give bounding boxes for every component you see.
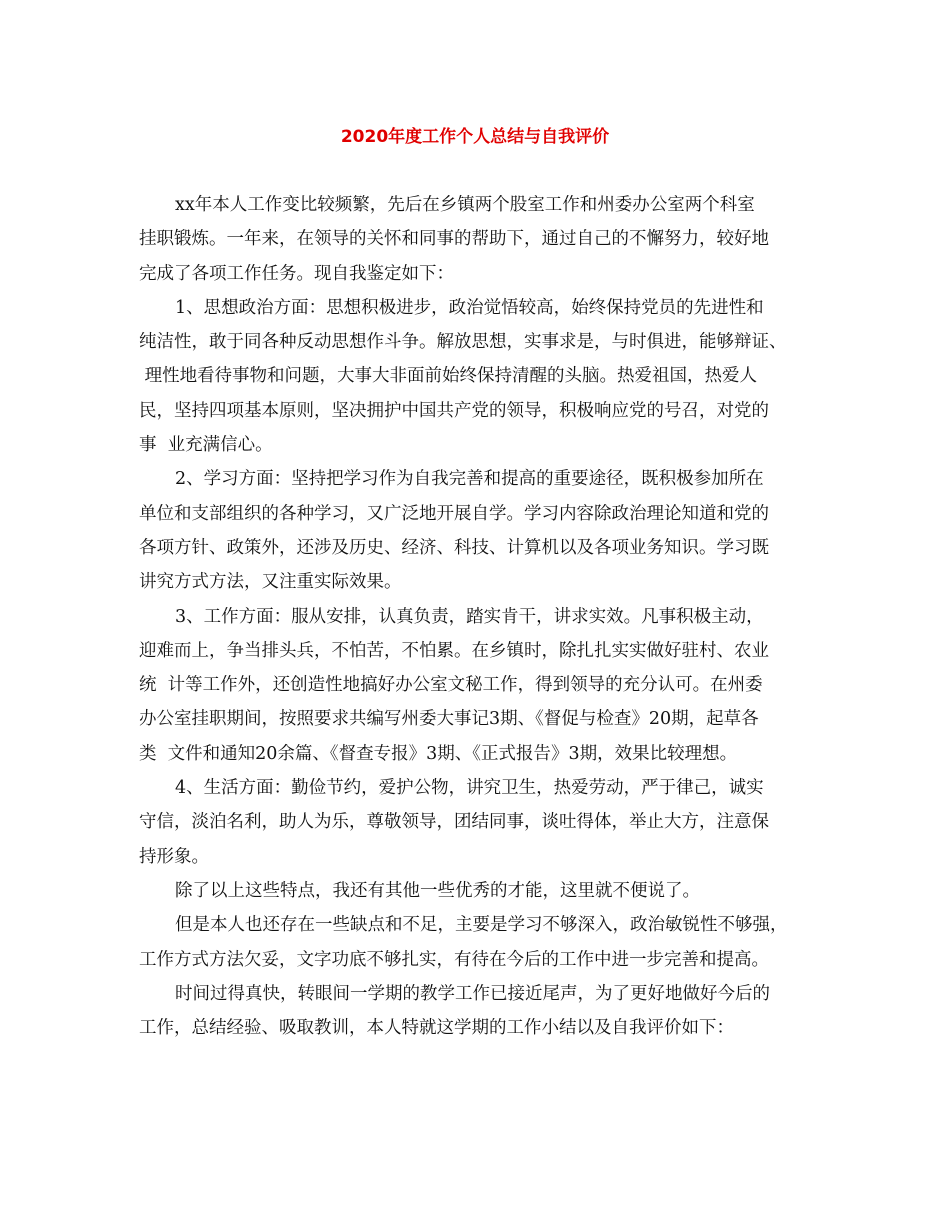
text-line: 单位和支部组织的各种学习，又广泛地开展自学。学习内容除政治理论知道和党的 [139, 503, 769, 524]
text-line: 1、思想政治方面：思想积极进步，政治觉悟较高，始终保持党员的先进性和 [175, 297, 764, 318]
text-line: 民，坚持四项基本原则，坚决拥护中国共产党的领导，积极响应党的号召，对党的 [139, 400, 769, 421]
text-line: 各项方针、政策外，还涉及历史、经济、科技、计算机以及各项业务知识。学习既 [139, 537, 769, 558]
text-line: 纯洁性，敢于同各种反动思想作斗争。解放思想，实事求是，与时俱进，能够辩证、 [139, 332, 787, 353]
text-line: 2、学习方面：坚持把学习作为自我完善和提高的重要途径，既积极参加所在 [175, 469, 764, 490]
text-line: 讲究方式方法，又注重实际效果。 [139, 572, 402, 593]
text-line: 统 计等工作外，还创造性地搞好办公室文秘工作，得到领导的充分认可。在州委 [139, 675, 763, 696]
text-line: 持形象。 [139, 846, 209, 867]
text-line: 守信，淡泊名利，助人为乐，尊敬领导，团结同事，谈吐得体，举止大方，注意保 [139, 812, 769, 833]
text-line: 但是本人也还存在一些缺点和不足，主要是学习不够深入，政治敏锐性不够强， [175, 915, 788, 936]
document-title: 2020年度工作个人总结与自我评价 [340, 127, 610, 147]
text-line: 3、工作方面：服从安排，认真负责，踏实肯干，讲求实效。凡事积极主动， [175, 606, 764, 627]
text-line: xx年本人工作变比较频繁，先后在乡镇两个股室工作和州委办公室两个科室 [175, 195, 755, 215]
text-line: 理性地看待事物和问题，大事大非面前始终保持清醒的头脑。热爱祖国，热爱人 [139, 366, 758, 387]
text-line: 事 业充满信心。 [139, 435, 273, 456]
text-line: 迎难而上，争当排头兵，不怕苦，不怕累。在乡镇时，除扎扎实实做好驻村、农业 [139, 640, 769, 661]
text-line: 办公室挂职期间，按照要求共编写州委大事记3期、《督促与检查》20期，起草各 [139, 709, 759, 730]
text-line: 工作，总结经验、吸取教训，本人特就这学期的工作小结以及自我评价如下： [139, 1018, 734, 1039]
text-line: 类 文件和通知20余篇、《督查专报》3期、《正式报告》3期，效果比较理想。 [139, 743, 738, 764]
text-line: 4、生活方面：勤俭节约，爱护公物，讲究卫生，热爱劳动，严于律己，诚实 [175, 778, 764, 799]
text-line: 挂职锻炼。一年来，在领导的关怀和同事的帮助下，通过自己的不懈努力，较好地 [139, 229, 769, 250]
document-body [139, 188, 819, 1045]
text-line: 工作方式方法欠妥，文字功底不够扎实，有待在今后的工作中进一步完善和提高。 [139, 949, 769, 970]
text-line: 完成了各项工作任务。现自我鉴定如下： [139, 263, 454, 284]
text-line: 除了以上这些特点，我还有其他一些优秀的才能，这里就不便说了。 [175, 880, 700, 901]
text-line: 时间过得真快，转眼间一学期的教学工作已接近尾声，为了更好地做好今后的 [175, 983, 770, 1004]
